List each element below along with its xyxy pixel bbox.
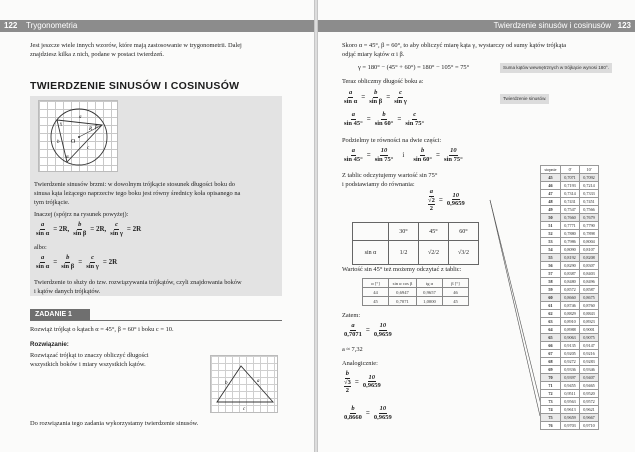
- closing-text: Do rozwiązania tego zadania wykorzystamy twierdzenie sinusów.: [30, 420, 199, 427]
- trig-degree: 50: [541, 214, 561, 222]
- formula-sine-law: $\frac{a}{\text{sin α}}$ = $\frac{b}{\text{sin β}}$ = $\frac{c}{\text{sin γ}}$: [344, 89, 407, 105]
- trig-row: [541, 174, 599, 182]
- trig-value: 0,8192: [561, 254, 580, 262]
- formula-a: $\frac{a}{0,7071}$ = $\frac{10}{0,9659}$: [344, 322, 392, 338]
- f4-d3: sin 75°: [405, 119, 425, 127]
- trig-value: 0,7986: [561, 238, 580, 246]
- trig-row: [541, 198, 599, 206]
- left-header-bar: [0, 20, 314, 32]
- trig-row: [541, 390, 599, 398]
- trig-degree: 49: [541, 206, 561, 214]
- f8-n: b: [345, 370, 350, 377]
- p5: Wartość sin 45° też możemy odczytać z tablic:: [342, 266, 462, 273]
- right-page-number: 123: [617, 21, 631, 30]
- formula-substitute: a √2 2 = $\frac{10}{0,9659}$: [428, 188, 465, 212]
- trig-row: [541, 182, 599, 190]
- main-cell-60: √3/2: [449, 241, 479, 265]
- trig-th-0: stopnie: [541, 166, 561, 174]
- f2-r: = 2R: [102, 258, 118, 266]
- f7-n2: 10: [379, 322, 387, 329]
- trig-row: [541, 230, 599, 238]
- f2-n3: c: [91, 254, 94, 261]
- trig-row: [541, 422, 599, 430]
- theorem-line-1: Twierdzenie sinusów brzmi: w dowolnym trójkącie stosunek długości boku do: [34, 181, 236, 188]
- trig-value: 0,9659: [561, 414, 580, 422]
- trig-row: [541, 190, 599, 198]
- circle-figure: [38, 100, 118, 172]
- trig-value: 0,9205: [561, 350, 580, 358]
- trig-value: 0,7431: [561, 198, 580, 206]
- trig-degree: 74: [541, 406, 561, 414]
- trig-value: 0,8496: [580, 278, 599, 286]
- left-page: [0, 0, 314, 452]
- label-b: b: [57, 140, 60, 145]
- f5-n4: 10: [450, 147, 457, 154]
- f2-d3: sin γ: [86, 262, 99, 270]
- trig-degree: 67: [541, 350, 561, 358]
- trig-value: 0,7660: [561, 214, 580, 222]
- trig-th-2: 10': [580, 166, 599, 174]
- alt-label: Inaczej (spójrz na rysunek powyżej):: [34, 211, 129, 218]
- trig-degree: 72: [541, 390, 561, 398]
- trig-value: 0,9063: [561, 334, 580, 342]
- trig-row: [541, 206, 599, 214]
- p1-line-1: Skoro α = 45°, β = 60°, to aby obliczyć miarę kąta γ, wystarczy od sumy kątów trójkąta: [342, 42, 567, 49]
- triangle-diagram: [211, 356, 279, 414]
- trig-value: 0,9147: [580, 342, 599, 350]
- formula-b: $\frac{b}{0,8660}$ = $\frac{10}{0,9659}$: [344, 405, 392, 421]
- trig-degree: 55: [541, 254, 561, 262]
- analog-label: Analogicznie:: [342, 360, 378, 367]
- trig-value: 0,8307: [580, 262, 599, 270]
- small-th-0: α [°]: [363, 279, 389, 288]
- f5-n3: b: [421, 147, 425, 154]
- f3-n1: a: [348, 89, 353, 96]
- f4-d1: sin 45°: [344, 119, 363, 127]
- f5-d3: sin 60°: [413, 155, 433, 163]
- trig-value: 0,9465: [580, 382, 599, 390]
- formula-split: $\frac{a}{\sin 45^\circ}$ = $\frac{10}{\sin 75^\circ}$ i $\frac{b}{\sin 60^\circ}$ = $\frac{10}{\sin 75^\circ}$: [344, 147, 463, 163]
- zatem-label: Zatem:: [342, 312, 361, 319]
- p2: Teraz obliczmy długość boku a:: [342, 78, 424, 85]
- trig-row: [541, 214, 599, 222]
- f3-n3: c: [399, 89, 402, 96]
- small-th-2: tg α: [417, 279, 443, 288]
- trig-value: 0,7771: [561, 222, 580, 230]
- trig-degree: 48: [541, 198, 561, 206]
- trig-value: 0,7214: [580, 182, 599, 190]
- trig-row: [541, 342, 599, 350]
- f1-r2: = 2R,: [90, 225, 107, 233]
- trig-value: 0,8660: [561, 294, 580, 302]
- trig-degree: 58: [541, 278, 561, 286]
- small-th-1: sin α cos β: [389, 279, 417, 288]
- trig-value: 0,7790: [580, 222, 599, 230]
- trig-value: 0,9407: [580, 374, 599, 382]
- f7-d1: 0,7071: [344, 330, 362, 338]
- trig-degree: 64: [541, 326, 561, 334]
- f9-d1: 0,8660: [344, 413, 362, 421]
- f3-d2: sin β: [369, 97, 383, 105]
- formula-2r: [34, 221, 142, 237]
- f9-d2: 0,9659: [373, 413, 392, 421]
- f1-r1: = 2R,: [53, 225, 70, 233]
- f5-d4: sin 75°: [444, 155, 463, 163]
- f4-n2: b: [382, 111, 386, 118]
- gamma-equation: γ = 180° − (45° + 60°) = 180° − 105° = 75°: [358, 64, 470, 71]
- trig-degree: 65: [541, 334, 561, 342]
- trig-row: [541, 254, 599, 262]
- trig-value: 0,9520: [580, 390, 599, 398]
- trig-degree: 62: [541, 310, 561, 318]
- trig-degree: 52: [541, 230, 561, 238]
- trig-row: [541, 358, 599, 366]
- section-title: TWIERDZENIE SINUSÓW I COSINUSÓW: [30, 80, 240, 92]
- p1-line-2: odjąć miary kątów α i β.: [342, 51, 405, 58]
- tri-label-c: c: [243, 407, 246, 412]
- trig-value: 0,9283: [580, 358, 599, 366]
- trig-value: 0,9572: [580, 398, 599, 406]
- solution-line-2: wszystkich boków i miary wszystkich kątów.: [30, 361, 146, 368]
- trig-value: 0,7092: [580, 174, 599, 182]
- f8-rn: 10: [368, 373, 376, 381]
- f1-d1: sin α: [36, 229, 50, 237]
- task-divider: [30, 320, 282, 321]
- trig-row: [541, 318, 599, 326]
- small-r2-2: 1,0000: [417, 297, 443, 306]
- trig-value: 0,8403: [580, 270, 599, 278]
- trig-value: 0,8843: [580, 310, 599, 318]
- trig-value: 0,8829: [561, 310, 580, 318]
- small-r1-3: 46: [443, 288, 469, 297]
- trig-degree: 69: [541, 366, 561, 374]
- trig-degree: 73: [541, 398, 561, 406]
- trig-value: 0,8290: [561, 262, 580, 270]
- f7-n1: a: [351, 322, 355, 329]
- trig-value: 0,8910: [561, 318, 580, 326]
- right-header-title: Twierdzenie sinusów i cosinusów: [493, 21, 611, 30]
- trig-value: 0,8387: [561, 270, 580, 278]
- trig-degree: 57: [541, 270, 561, 278]
- main-th-1: 30°: [389, 223, 419, 241]
- trig-row: [541, 262, 599, 270]
- label-c: c: [87, 146, 90, 151]
- f9-n1: b: [351, 405, 355, 412]
- p4-line-1: Z tablic odczytujemy wartość sin 75°: [342, 172, 438, 179]
- trig-value: 0,9346: [580, 366, 599, 374]
- trig-value: 0,7898: [580, 230, 599, 238]
- f8-rd: 0,9659: [362, 382, 381, 390]
- trig-value: 0,8208: [580, 254, 599, 262]
- f6-dn: √2: [428, 196, 435, 204]
- trig-value: 0,7451: [580, 198, 599, 206]
- trig-value: 0,8988: [561, 326, 580, 334]
- label-beta: β: [95, 125, 98, 130]
- trig-value: 0,9272: [561, 358, 580, 366]
- f8-dd: 2: [345, 386, 350, 394]
- trig-value: 0,8572: [561, 286, 580, 294]
- trig-row: [541, 334, 599, 342]
- trig-row: [541, 406, 599, 414]
- formula-b-sqrt: b √3 2 = $\frac{10}{0,9659}$: [344, 370, 381, 394]
- f8-dn: √3: [344, 378, 351, 386]
- usage-line-2: i kątów danych trójkątów.: [34, 288, 101, 295]
- trig-value: 0,8480: [561, 278, 580, 286]
- f9-n2: 10: [379, 405, 387, 412]
- trig-value: 0,9397: [561, 374, 580, 382]
- trig-value: 0,9703: [561, 422, 580, 430]
- trig-value: 0,8675: [580, 294, 599, 302]
- trig-degree: 54: [541, 246, 561, 254]
- f1-d3: sin γ: [110, 229, 123, 237]
- a-approx: a ≈ 7,32: [342, 346, 363, 353]
- formula-sine-law-values: $\frac{a}{\sin 45^\circ}$ = $\frac{b}{\sin 60^\circ}$ = $\frac{c}{\sin 75^\circ}$: [344, 111, 425, 127]
- trig-value: 0,8004: [580, 238, 599, 246]
- left-page-number: 122: [4, 21, 18, 30]
- label-a: a: [79, 115, 82, 120]
- trig-value: 0,7314: [561, 190, 580, 198]
- f3-n2: b: [374, 89, 378, 96]
- trig-row: [541, 294, 599, 302]
- f1-d2: sin β: [73, 229, 87, 237]
- small-r2-1: 0,7071: [389, 297, 417, 306]
- trig-value: 0,8746: [561, 302, 580, 310]
- trig-degree: 68: [541, 358, 561, 366]
- trig-value: 0,9216: [580, 350, 599, 358]
- f1-n1: a: [40, 221, 45, 228]
- solution-label: Rozwiązanie:: [30, 341, 69, 348]
- main-row-label: sin α: [353, 241, 389, 265]
- trig-value: 0,9613: [561, 406, 580, 414]
- trig-value: 0,7679: [580, 214, 599, 222]
- trig-row: [541, 326, 599, 334]
- trig-row: [541, 246, 599, 254]
- trig-value: 0,9621: [580, 406, 599, 414]
- trig-table-body: [541, 166, 599, 430]
- trig-degree: 70: [541, 374, 561, 382]
- main-th-2: 45°: [419, 223, 449, 241]
- trig-degree: 56: [541, 262, 561, 270]
- trig-row: [541, 286, 599, 294]
- trig-value: 0,8107: [580, 246, 599, 254]
- trig-row: [541, 302, 599, 310]
- trig-degree: 59: [541, 286, 561, 294]
- f2-d2: sin β: [61, 262, 75, 270]
- f1-n2: b: [78, 221, 82, 228]
- trig-value: 0,7547: [561, 206, 580, 214]
- small-r2-0: 45: [363, 297, 389, 306]
- f6-rn: 10: [452, 191, 460, 199]
- task-label: ZADANIE 1: [30, 309, 90, 321]
- label-o: O: [71, 139, 76, 145]
- note-angle-sum: Suma kątów wewnętrznych w trójkącie wynosi 180°.: [500, 63, 612, 73]
- trig-degree: 76: [541, 422, 561, 430]
- trig-degree: 53: [541, 238, 561, 246]
- f2-d1: sin α: [36, 262, 50, 270]
- trig-value: 0,8587: [580, 286, 599, 294]
- task-text: Rozwiąż trójkąt o kątach α = 45°, β = 60° i boku c = 10.: [30, 326, 174, 333]
- trig-row: [541, 350, 599, 358]
- f5-d1: sin 45°: [344, 155, 363, 163]
- trig-value: 0,9336: [561, 366, 580, 374]
- formula-chain: $\frac{a}{\text{sin α}}$ = $\frac{b}{\text{sin β}}$ = $\frac{c}{\text{sin γ}}$ = 2R: [36, 254, 118, 270]
- small-r2-3: 45: [443, 297, 469, 306]
- trig-row: [541, 398, 599, 406]
- trig-degree: 61: [541, 302, 561, 310]
- trig-value: 0,7566: [580, 206, 599, 214]
- main-cell-45: √2/2: [419, 241, 449, 265]
- trig-degree: 63: [541, 318, 561, 326]
- trig-table: [540, 165, 599, 430]
- f5-n1: a: [351, 147, 355, 154]
- trig-value: 0,7071: [561, 174, 580, 182]
- small-r1-1: 0,6947: [389, 288, 417, 297]
- trig-degree: 47: [541, 190, 561, 198]
- main-cell-30: 1/2: [389, 241, 419, 265]
- trig-row: [541, 366, 599, 374]
- trig-degree: 71: [541, 382, 561, 390]
- trig-value: 0,8090: [561, 246, 580, 254]
- label-alpha: α: [66, 155, 69, 160]
- f5-d2: sin 75°: [374, 155, 394, 163]
- main-th-3: 60°: [449, 223, 479, 241]
- f6-n: a: [429, 188, 434, 195]
- trig-value: 0,9135: [561, 342, 580, 350]
- trig-row: [541, 278, 599, 286]
- note-sine-theorem: Twierdzenie sinusów.: [500, 94, 549, 104]
- intro-line-1: Jest jeszcze wiele innych wzorów, które mają zastosowanie w trygonometrii. Dalej: [30, 42, 242, 49]
- trig-value: 0,9667: [580, 414, 599, 422]
- f4-n1: a: [351, 111, 355, 118]
- tri-label-a: a: [257, 379, 260, 384]
- f5-n2: 10: [380, 147, 388, 154]
- triangle-figure: [210, 355, 278, 413]
- trig-degree: 66: [541, 342, 561, 350]
- f2-n2: b: [66, 254, 70, 261]
- trig-degree: 46: [541, 182, 561, 190]
- trig-degree: 51: [541, 222, 561, 230]
- f5-sep: i: [402, 151, 405, 159]
- trig-degree: 60: [541, 294, 561, 302]
- tri-label-b: b: [225, 381, 228, 386]
- trig-row: [541, 238, 599, 246]
- trig-row: [541, 414, 599, 422]
- trig-degree: 75: [541, 414, 561, 422]
- small-r1-0: 44: [363, 288, 389, 297]
- f4-d2: sin 60°: [374, 119, 394, 127]
- p4-line-2: i podstawiamy do równania:: [342, 181, 415, 188]
- trig-value: 0,7193: [561, 182, 580, 190]
- label-gamma: γ: [60, 122, 63, 127]
- trig-value: 0,7880: [561, 230, 580, 238]
- trig-value: 0,9455: [561, 382, 580, 390]
- small-r1-2: 0,9657: [417, 288, 443, 297]
- trig-value: 0,9075: [580, 334, 599, 342]
- trig-degree: 45: [541, 174, 561, 182]
- trig-value: 0,9563: [561, 398, 580, 406]
- f7-d2: 0,9659: [373, 330, 392, 338]
- theorem-line-3: tym trójkącie.: [34, 199, 70, 206]
- trig-value: 0,9511: [561, 390, 580, 398]
- trig-value: 0,8923: [580, 318, 599, 326]
- trig-value: 0,8760: [580, 302, 599, 310]
- trig-row: [541, 382, 599, 390]
- albo-label: albo:: [34, 244, 47, 251]
- trig-value: 0,9001: [580, 326, 599, 334]
- f1-r3: = 2R: [126, 225, 142, 233]
- f3-d3: sin γ: [394, 97, 407, 105]
- trig-row: [541, 374, 599, 382]
- trig-value: 0,9710: [580, 422, 599, 430]
- trig-row: [541, 270, 599, 278]
- small-th-3: β [°]: [443, 279, 469, 288]
- theorem-line-2: sinusa kąta leżącego naprzeciw tego boku jest równy średnicy koła opisanego na: [34, 190, 241, 197]
- solution-line-1: Rozwiązać trójkąt to znaczy obliczyć długości: [30, 352, 149, 359]
- left-header-title: Trygonometria: [26, 21, 78, 30]
- intro-line-2: znajdziesz kilka z nich, podane w postaci twierdzeń.: [30, 51, 164, 58]
- f3-d1: sin α: [344, 97, 358, 105]
- f6-dd: 2: [429, 204, 434, 212]
- f2-n1: a: [40, 254, 45, 261]
- trig-row: [541, 310, 599, 318]
- f4-n3: c: [413, 111, 417, 118]
- p3: Podzielmy te równości na dwie części:: [342, 137, 442, 144]
- circumscribed-circle-diagram: [39, 101, 119, 173]
- f6-rd: 0,9659: [446, 200, 465, 208]
- label-r: R: [89, 127, 93, 132]
- trig-row: [541, 222, 599, 230]
- f1-n3: c: [115, 221, 119, 228]
- trig-value: 0,7333: [580, 190, 599, 198]
- usage-line-1: Twierdzenie to służy do tzw. rozwiązywania trójkątów, czyli znajdowania boków: [34, 279, 242, 286]
- trig-th-1: 0': [561, 166, 580, 174]
